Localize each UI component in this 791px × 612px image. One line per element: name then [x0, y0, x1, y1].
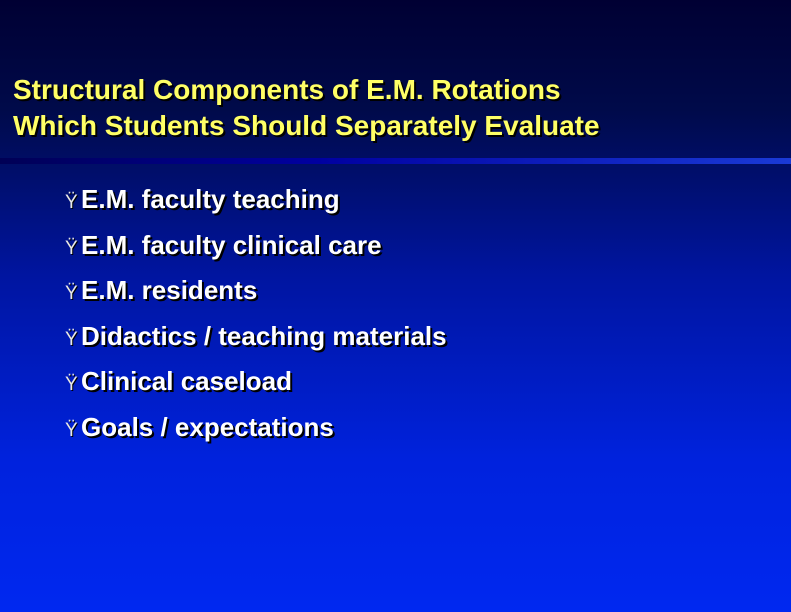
slide-title — [13, 72, 783, 144]
bullet-item — [65, 321, 447, 367]
bullet-text: Clinical caseload — [81, 366, 292, 397]
bullet-marker-icon: Ÿ — [65, 283, 78, 305]
bullet-text: Didactics / teaching materials — [81, 320, 447, 351]
bullet-marker-icon: Ÿ — [65, 374, 78, 396]
bullet-item — [65, 412, 447, 458]
bullet-list — [65, 184, 447, 458]
bullet-text: E.M. faculty teaching — [81, 184, 340, 214]
bullet-marker-icon: Ÿ — [65, 192, 78, 213]
bullet-marker-icon: Ÿ — [65, 237, 78, 259]
bullet-text: E.M. faculty clinical care — [81, 229, 382, 260]
bullet-text: E.M. residents — [81, 275, 258, 306]
title-divider — [0, 158, 791, 164]
bullet-item — [65, 275, 447, 321]
bullet-marker-icon: Ÿ — [65, 419, 78, 441]
bullet-item — [65, 366, 447, 412]
bullet-item — [65, 230, 447, 276]
title-line-2: Which Students Should Separately Evaluate — [13, 110, 600, 141]
bullet-marker-icon: Ÿ — [65, 328, 78, 350]
bullet-text: Goals / expectations — [81, 411, 334, 442]
title-line-1: Structural Components of E.M. Rotations — [13, 74, 561, 105]
bullet-item — [65, 184, 447, 230]
